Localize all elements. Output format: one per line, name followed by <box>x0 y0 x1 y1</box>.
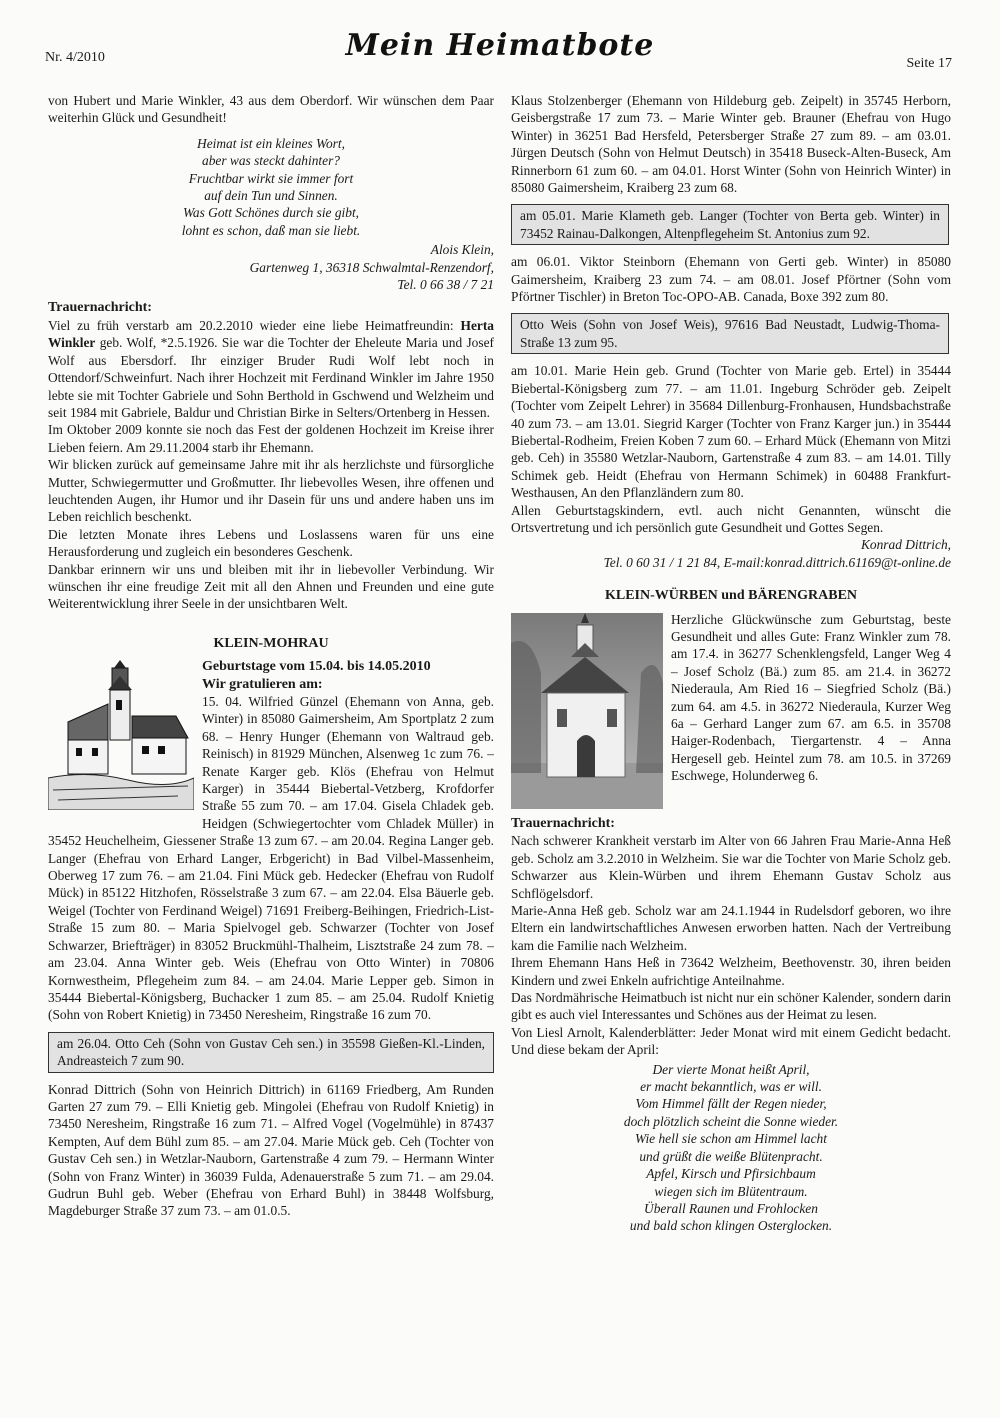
obituary-paragraph: Ihrem Ehemann Hans Heß in 73642 Welzheim, Beethovenstr. 30, ihren beiden Kindern und zwei Enkeln aufrichtige Anteilnahme. <box>511 955 951 988</box>
intro-text: von Hubert und Marie Winkler, 43 aus dem Oberdorf. Wir wünschen dem Paar weiterhin Glück und Gesundheit! <box>48 93 494 126</box>
obituary-paragraph: Marie-Anna Heß geb. Scholz war am 24.1.1944 in Rudelsdorf geboren, wo ihre Eltern ein landwirtschaftliches Anwesen erworben hatten. Nach der Vertreibung kam die Familie nach Welzheim. <box>511 903 951 953</box>
birthday-list-text: am 10.01. Marie Hein geb. Grund (Tochter von Marie geb. Ertel) in 35444 Biebertal-Königsberg zum 77. – am 11.01. Ingeburg Schröder geb. Zeipelt (Tochter vom Zeipelt Lehrer) in 35684 Dillenburg-Fronhausen, Hundsbachstraße 40 zum 73. – am 13.01. Siegrid Karger (Tochter von Franz Karger jun.) in 35444 Biebertal-Rodheim, Freien Koben 7 zum 60. – Erhard Mück (Ehemann von Mitzi geb. Ceh) in 35580 Wetzlar-Nauborn, Gartenstraße 4 zum 83. – am 14.01. Tilly Schimek geb. Heidt (Ehefrau von Hermann Schimek) in 60488 Frankfurt-Westhausen, An den Pflanzländern zum 80. <box>511 363 951 501</box>
obituary-paragraph: Dankbar erinnern wir uns und bleiben mit ihr in liebevoller Verbindung. Wir wünschen ihr eine freudige Zeit mit all den Ahnen und Freunden und eine gute Weiterentwicklung ihrer Seele in der unsichtbaren Welt. <box>48 561 494 612</box>
obituary-text: geb. Wolf, *2.5.1926. Sie war die Tochter der Eheleute Maria und Josef Wolf aus Ebersdorf. Ihr einziger Bruder Rudi Wolf lebt noch in Ottendorf/Schweinfurt. Nach ihrer Hochzeit mit Ferdinand Winkler im Jahre 1950 lebte sie mit Tochter Gabriele und Sohn Berthold in Gschwend und Welzheim und seit 1984 mit Gabriele, Baldur und Christian Birke in Selters/Ortenberg in Hessen. <box>48 335 494 420</box>
poem-line: Heimat ist ein kleines Wort, <box>197 135 345 151</box>
obituary-heading: Trauernachricht: <box>48 300 152 316</box>
closing-wishes: Allen Geburtstagskindern, evtl. auch nicht Genannten, wünscht die Ortsvertretung und ich persönlich gute Gesundheit und Gottes Segen. <box>511 502 951 535</box>
chapel-photo-icon <box>511 613 663 809</box>
obituary-paragraph <box>48 317 494 421</box>
obituary-paragraph: Die letzten Monate ihres Lebens und Loslassens waren für uns eine Herausforderung und zugleich ein besonderes Geschenk. <box>48 526 494 560</box>
klein-wuerben-birthdays: Herzliche Glückwünsche zum Geburtstag, beste Gesundheit und alles Gute: Franz Winkler zum 78. am 17.4. in 36277 Schenklengsfeld, Langer Weg 4 – Josef Scholz (Bä.) zum 85. am 21.4. in 36272 Niederaula, Am Ried 16 – Siegfried Scholz (Bä.) zum 64. am 4.5. in 36272 Niederaula, Kurzer Weg 6a – Gerhard Langer zum 67. am 6.5. in 35708 Haiger-Rodenbach, Tiergartenstr. 4 – Anna Hergesell geb. Heintel zum 78. am 10.5. in 37269 Eschwege, Holunderweg 6. <box>671 611 951 784</box>
poem-line: Apfel, Kirsch und Pfirsichbaum <box>646 1166 816 1182</box>
poem-line: wiegen sich im Blütentraum. <box>654 1183 808 1199</box>
obituary-name: Herta Winkler <box>48 317 494 351</box>
april-poem <box>511 1061 951 1235</box>
masthead-logo: Mein Heimatbote <box>345 28 655 63</box>
section-title-klein-mohrau: KLEIN-MOHRAU <box>213 635 329 651</box>
poem-line: Vom Himmel fällt der Regen nieder, <box>635 1096 827 1112</box>
poem-line: Der vierte Monat heißt April, <box>652 1061 810 1077</box>
calendar-paragraph: Von Liesl Arnolt, Kalenderblätter: Jeder Monat wird mit einem Gedicht bedacht. Und diese bekam der April: <box>511 1024 951 1058</box>
poem-signature <box>48 241 494 293</box>
page-header <box>0 0 1000 80</box>
highlight-box-marie-klameth: am 05.01. Marie Klameth geb. Langer (Tochter von Berta geb. Winter) in 73452 Rainau-Dalkongen, Altenpflegeheim St. Antonius zum 92. <box>511 204 949 245</box>
poem-line: Fruchtbar wirkt sie immer fort <box>188 170 354 186</box>
heimatbuch-paragraph: Das Nordmährische Heimatbuch ist nicht nur ein schöner Kalender, sondern darin gibt es auch viel Interessantes und Schönes aus der Heimat zu lesen. <box>511 990 951 1023</box>
poem-line: auf dein Tun und Sinnen. <box>204 188 338 204</box>
poem-line: doch plötzlich scheint die Sonne wieder. <box>623 1113 839 1129</box>
issue-number: Nr. 4/2010 <box>45 50 105 65</box>
obituary-paragraph: Wir blicken zurück auf gemeinsame Jahre mit ihr als herzlichste und fürsorgliche Mutter, Schwiegermutter und Großmutter. Ihr liebevolles Wesen, ihre offenen und leuchtenden Augen, ihr Humor und ihr Dasein für uns und andere haben uns im Leben reichlich beschenkt. <box>48 457 494 525</box>
poem-line: und grüßt die weiße Blütenpracht. <box>639 1148 823 1164</box>
right-column <box>511 92 951 1237</box>
page-number: Seite 17 <box>906 56 952 71</box>
poem-line: und bald schon klingen Osterglocken. <box>629 1218 833 1234</box>
highlight-box-otto-weis: Otto Weis (Sohn von Josef Weis), 97616 Bad Neustadt, Ludwig-Thoma- Straße 13 zum 95. <box>511 313 949 354</box>
poem-line: lohnt es schon, daß man sie liebt. <box>181 222 361 238</box>
poem-line: aber was steckt dahinter? <box>202 153 340 169</box>
heimat-poem <box>48 135 494 239</box>
chapel-photo <box>511 613 663 813</box>
obituary-paragraph: Nach schwerer Krankheit verstarb im Alter von 66 Jahren Frau Marie-Anna Heß geb. Scholz am 3.2.2010 in Welzheim. Sie war die Tochter von Marie Scholz geb. Schwarzer aus Klein-Würben und ihrem Ehemann Gustav Scholz aus Schflögelsdorf. <box>511 833 951 901</box>
poem-line: Wie hell sie schon am Himmel lacht <box>635 1131 827 1147</box>
obituary-text: Viel zu früh verstarb am 20.2.2010 wieder eine liebe Heimatfreundin: <box>48 317 461 333</box>
village-sketch-image <box>48 660 194 814</box>
birthday-list-text: 15. 04. Wilfried Günzel (Ehemann von Anna, geb. Winter) in 85080 Gaimersheim, Am Sportplatz 2 zum 68. – Henry Hunger (Ehemann von Waltraud geb. Reinisch) in 81929 München, Alsenweg 1c zum 76. – Renate Karger geb. Klös (Ehefrau von Helmut Karger) in 35444 Biebertal-Vetzberg, Krofdorfer Straße 55 zum 70. – am 17.04. Gisela Chladek geb. Heidgen (Schwiegertochter vom Chladek Müller) in 35452 Heuchelheim, Giessener Straße 13 zum 67. – am 20.04. Regina Langer geb. Langer (Ehefrau von Erhard Langer, Erbgericht) in Bad Vilbel-Massenheim, Oberweg 17 zum 76. – am 21.04. Fini Mück geb. Hedecker (Ehefrau von Rudolf Mück) in 85122 Hitzhofen, Rösselstraße 3 zum 67. – am 22.04. Elsa Bäuerle geb. Weigel (Tochter von Ferdinand Weigel) 71691 Freiberg-Beihingen, Friedrich-List-Straße 15 zum 80. – Maria Spielvogel geb. Schwarzer (Tochter von Josef Schwarzer, Briefträger) in 83052 Bruckmühl-Thalheim, Lisztstraße 24 zum 78. – am 23.04. Anna Winter geb. Weis (Ehefrau von Otto Winter) in 70806 Kornwestheim, Pflegeheim zum 84. – am 24.04. Marie Lepper geb. Simon in 35444 Biebertal-Königsberg, Buchacker 1 zum 85. – am 25.04. Rudolf Knietig (Sohn von Robert Knietig) in 73450 Neresheim, Ringstraße 16 zum 70. <box>48 694 494 1023</box>
left-column <box>48 92 494 1220</box>
poem-line: er macht bekanntlich, was er will. <box>640 1079 822 1095</box>
birthday-subheading: Wir gratulieren am: <box>202 676 323 692</box>
signature-line: Tel. 0 66 38 / 7 21 <box>397 277 494 293</box>
signature-line: Gartenweg 1, 36318 Schwalmtal-Renzendorf, <box>249 259 494 275</box>
birthday-list-text: Klaus Stolzenberger (Ehemann von Hildeburg geb. Zeipelt) in 35745 Herborn, Geisbergstraße 17 zum 73. – Marie Winter geb. Brauner (Ehefrau von Hugo Winter) in 36251 Bad Hersfeld, Petersberger Straße 27 zum 89. – am 03.01. Jürgen Deutsch (Sohn von Helmut Deutsch) in 35418 Buseck-Alten-Buseck, Am Rinnerborn 61 zum 60. – am 04.01. Horst Winter (Sohn von Heinrich Winter) in 85080 Gaimersheim, Kraiberg 23 zum 68. <box>511 93 951 196</box>
poem-line: Was Gott Schönes durch sie gibt, <box>182 205 360 221</box>
birthday-list-text: Konrad Dittrich (Sohn von Heinrich Dittrich) in 61169 Friedberg, Am Runden Garten 27 zum 79. – Elli Knietig geb. Mingolei (Ehefrau von Rudolf Knietig) in 73450 Neresheim, Ringstraße 16 zum 71. – Alfred Vogel (Vogelmühle) in 87437 Kempten, Auf dem Bühl zum 85. – am 27.04. Marie Mück geb. Ceh (Tochter von Gustav Ceh sen.) in Wetzlar-Nauborn, Gartenstraße 4 zum 79. – Hermann Winter (Sohn von Franz Winter) in 36039 Fulda, Adenauerstraße 5 zum 71. – am 29.04. Gudrun Buhl geb. Weber (Ehefrau von Erhard Buhl) in 38448 Wolfsburg, Magdeburger Straße 37 zum 73. – am 01.0.5. <box>48 1081 494 1219</box>
highlight-box-otto-ceh: am 26.04. Otto Ceh (Sohn von Gustav Ceh sen.) in 35598 Gießen-Kl.-Linden, Andreasteich 7 zum 90. <box>48 1032 494 1073</box>
author-signature: Konrad Dittrich, <box>860 537 951 553</box>
poem-line: Überall Raunen und Frohlocken <box>644 1200 818 1216</box>
birthday-heading: Geburtstage vom 15.04. bis 14.05.2010 <box>202 659 431 675</box>
author-contact: Tel. 0 60 31 / 1 21 84, E-mail:konrad.dittrich.61169@t-online.de <box>603 554 951 570</box>
obituary-paragraph: Im Oktober 2009 konnte sie noch das Fest der goldenen Hochzeit im Kreise ihrer Lieben feiern. Am 29.11.2004 starb ihr Ehemann. <box>48 422 494 455</box>
obituary-heading-2: Trauernachricht: <box>511 815 615 831</box>
birthday-list-text: am 06.01. Viktor Steinborn (Ehemann von Gerti geb. Winter) in 85080 Gaimersheim, Kraiberg 23 zum 74. – am 08.01. Josef Pförtner (Sohn vom Pförtner Tischler) in Breton Toc-OPO-AB. Canada, Boxe 392 zum 80. <box>511 254 951 305</box>
village-sketch-icon <box>48 660 194 810</box>
section-title-klein-wuerben: KLEIN-WÜRBEN und BÄRENGRABEN <box>604 588 858 604</box>
signature-line: Alois Klein, <box>430 242 494 258</box>
